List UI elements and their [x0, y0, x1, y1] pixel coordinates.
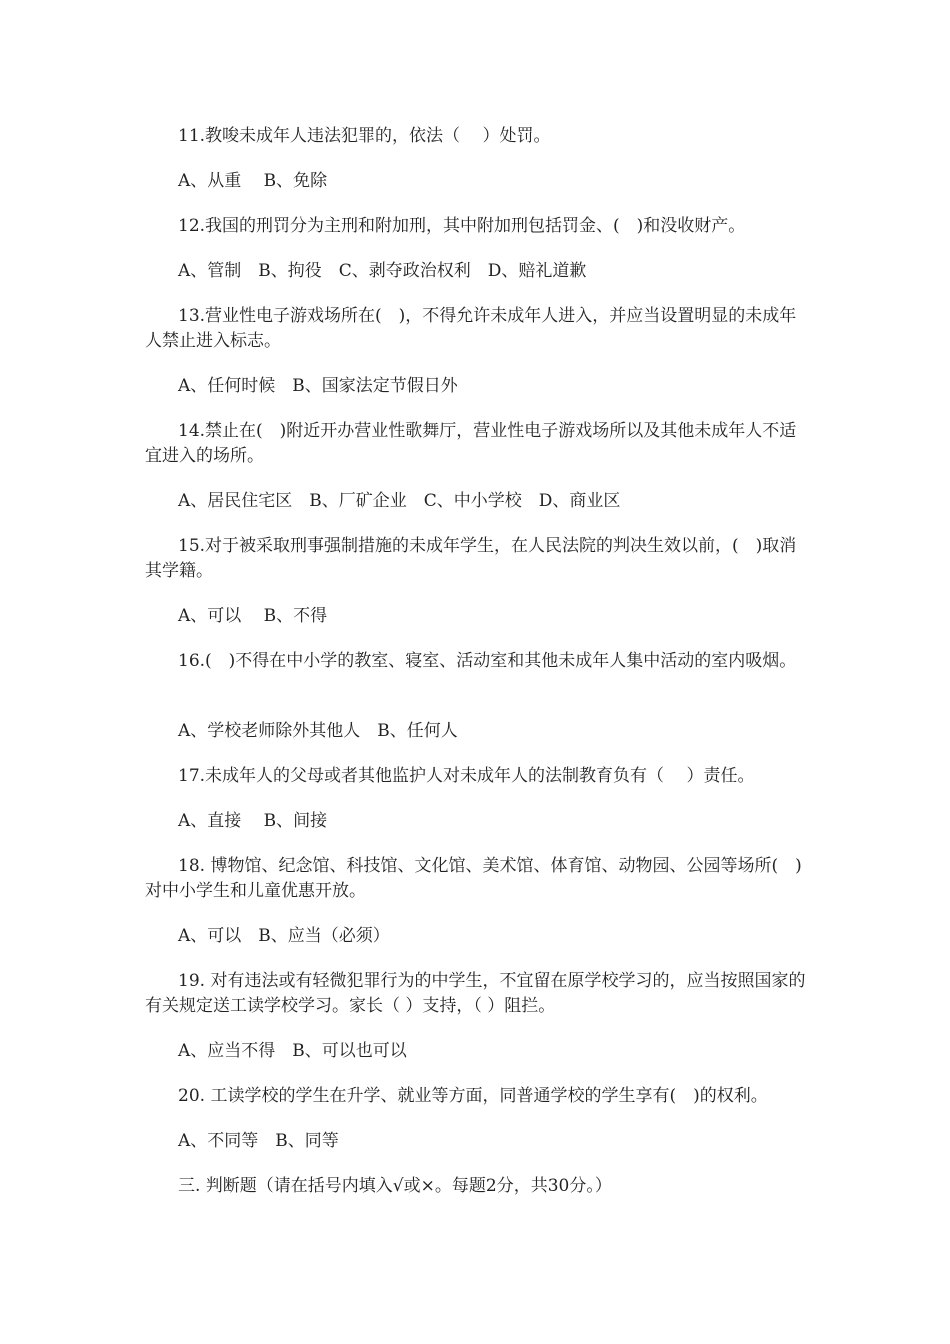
- question-15-options: A、可以 B、不得: [178, 606, 328, 626]
- section-heading: 三. 判断题（请在括号内填入√或×。每题2分，共30分。）: [178, 1176, 612, 1196]
- question-16: 16.( )不得在中小学的教室、寝室、活动室和其他未成年人集中活动的室内吸烟。: [178, 651, 797, 671]
- question-12-options: A、管制 B、拘役 C、剥夺政治权利 D、赔礼道歉: [178, 261, 587, 281]
- question-11-options: A、从重 B、免除: [178, 171, 328, 191]
- question-18: 18. 博物馆、纪念馆、科技馆、文化馆、美术馆、体育馆、动物园、公园等场所( )对中小学生和儿童优惠开放。: [145, 856, 802, 901]
- question-20: 20. 工读学校的学生在升学、就业等方面，同普通学校的学生享有( )的权利。: [178, 1086, 768, 1106]
- question-13: 13.营业性电子游戏场所在( )，不得允许未成年人进入，并应当设置明显的未成年人禁止进入标志。: [145, 306, 797, 351]
- question-20-options: A、不同等 B、同等: [178, 1131, 339, 1151]
- question-14: 14.禁止在( )附近开办营业性歌舞厅，营业性电子游戏场所以及其他未成年人不适宜进入的场所。: [145, 421, 797, 466]
- question-17: 17.未成年人的父母或者其他监护人对未成年人的法制教育负有（ ）责任。: [178, 766, 755, 786]
- question-19: 19. 对有违法或有轻微犯罪行为的中学生，不宜留在原学校学习的，应当按照国家的有关规定送工读学校学习。家长（ ）支持，（ ）阻拦。: [145, 971, 806, 1016]
- question-14-options: A、居民住宅区 B、厂矿企业 C、中小学校 D、商业区: [178, 491, 621, 511]
- question-18-options: A、可以 B、应当（必须）: [178, 926, 390, 946]
- question-11: 11.教唆未成年人违法犯罪的，依法（ ）处罚。: [178, 126, 551, 146]
- question-12: 12.我国的刑罚分为主刑和附加刑，其中附加刑包括罚金、( )和没收财产。: [178, 216, 746, 236]
- question-16-options: A、学校老师除外其他人 B、任何人: [178, 721, 458, 741]
- question-15: 15.对于被采取刑事强制措施的未成年学生，在人民法院的判决生效以前，( )取消其学籍。: [145, 536, 797, 581]
- question-17-options: A、直接 B、间接: [178, 811, 328, 831]
- question-13-options: A、任何时候 B、国家法定节假日外: [178, 376, 458, 396]
- question-19-options: A、应当不得 B、可以也可以: [178, 1041, 407, 1061]
